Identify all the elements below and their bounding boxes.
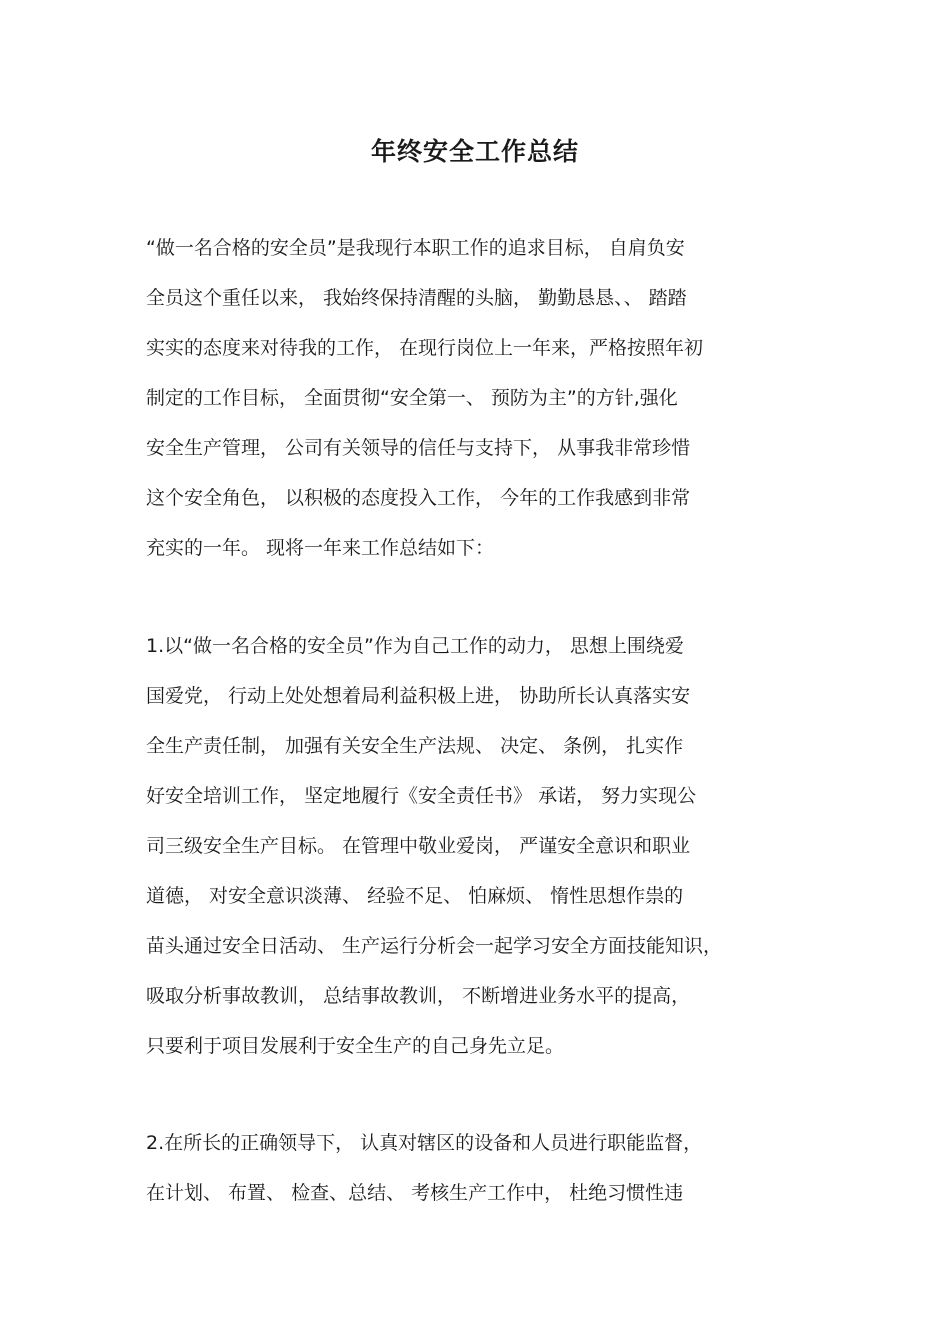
text-line: 全员这个重任以来， 我始终保持清醒的头脑， 勤勤恳恳、、 踏踏 <box>146 287 687 309</box>
text-line: 1.以“做一名合格的安全员”作为自己工作的动力， 思想上围绕爱 <box>146 635 684 657</box>
text-line: 苗头通过安全日活动、 生产运行分析会一起学习安全方面技能知识， <box>146 935 723 957</box>
text-line: 全生产责任制， 加强有关安全生产法规、 决定、 条例， 扎实作 <box>146 735 684 757</box>
text-line: 这个安全角色， 以积极的态度投入工作， 今年的工作我感到非常 <box>146 487 691 509</box>
text-line: 充实的一年。 现将一年来工作总结如下： <box>146 537 495 559</box>
text-line: 好安全培训工作， 坚定地履行《安全责任书》 承诺， 努力实现公 <box>146 785 697 807</box>
paragraph-intro <box>146 223 826 573</box>
text-line: 安全生产管理， 公司有关领导的信任与支持下， 从事我非常珍惜 <box>146 437 691 459</box>
text-line: “做一名合格的安全员”是我现行本职工作的追求目标， 自肩负安 <box>146 237 685 259</box>
text-line: 2.在所长的正确领导下， 认真对辖区的设备和人员进行职能监督， <box>146 1132 703 1154</box>
document-title: 年终安全工作总结 <box>370 137 579 166</box>
text-line: 制定的工作目标， 全面贯彻“安全第一、 预防为主”的方针,强化 <box>146 387 678 409</box>
text-line: 实实的态度来对待我的工作， 在现行岗位上一年来，严格按照年初 <box>146 337 704 359</box>
text-line: 吸取分析事故教训， 总结事故教训， 不断增进业务水平的提高， <box>146 985 691 1007</box>
text-line: 只要利于项目发展利于安全生产的自己身先立足。 <box>146 1035 565 1057</box>
text-line: 司三级安全生产目标。 在管理中敬业爱岗， 严谨安全意识和职业 <box>146 835 691 857</box>
paragraph-item-2 <box>146 1118 826 1218</box>
text-line: 国爱党， 行动上处处想着局利益积极上进， 协助所长认真落实安 <box>146 685 691 707</box>
text-line: 在计划、 布置、 检查、总结、 考核生产工作中， 杜绝习惯性违 <box>146 1182 684 1204</box>
paragraph-item-1 <box>146 621 826 1071</box>
text-line: 道德， 对安全意识淡薄、 经验不足、 怕麻烦、 惰性思想作祟的 <box>146 885 684 907</box>
